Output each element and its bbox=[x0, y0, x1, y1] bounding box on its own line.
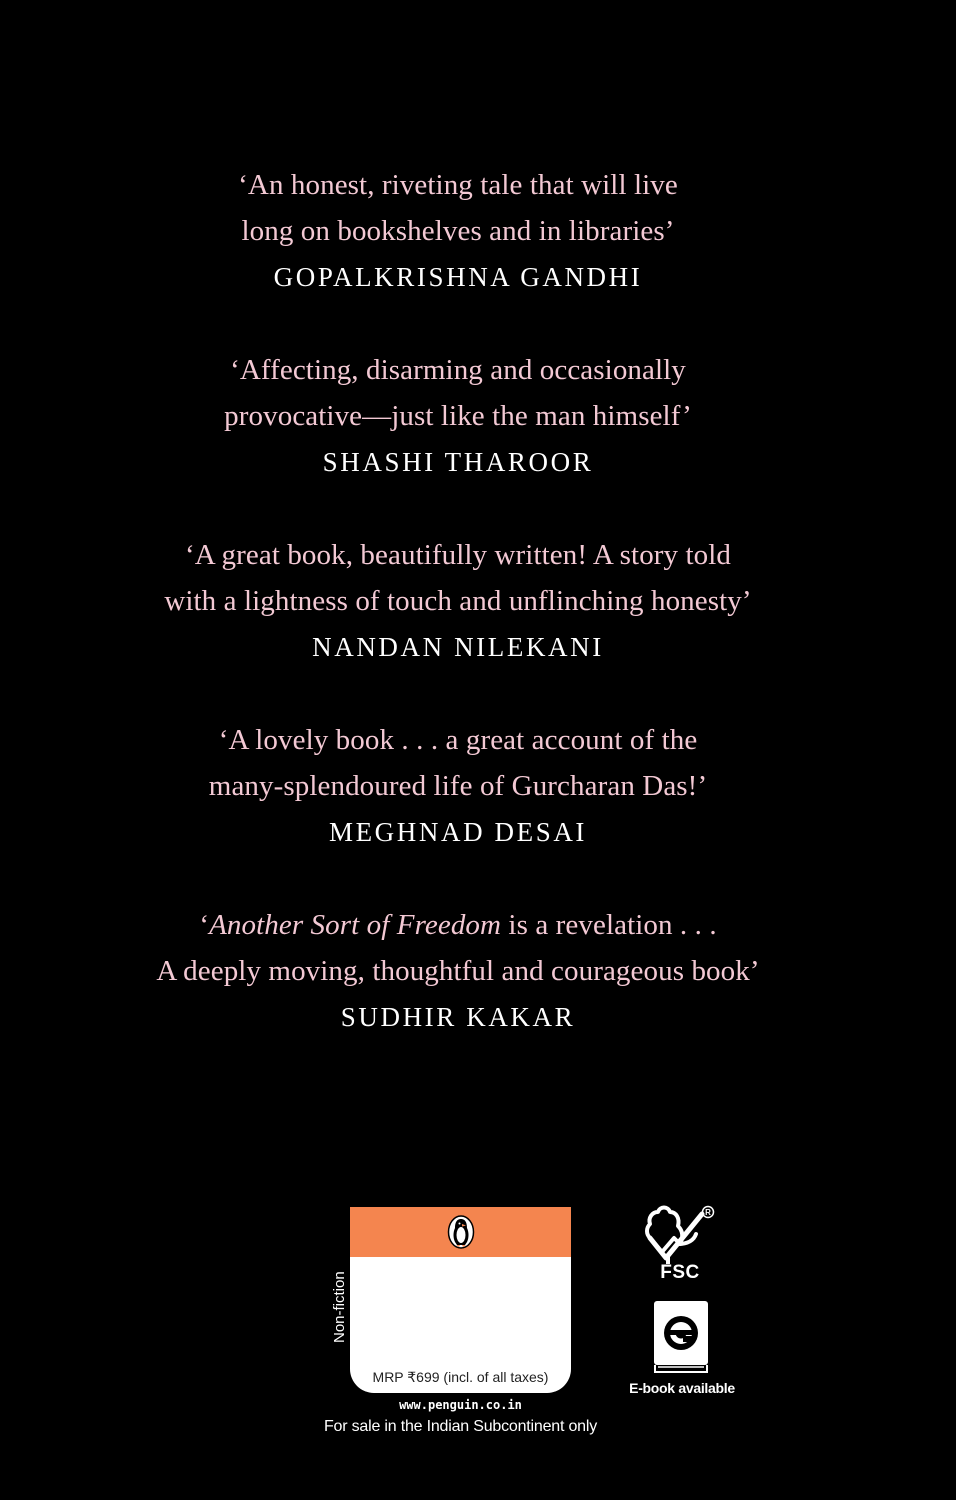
quote-block bbox=[0, 347, 916, 485]
praise-quotes bbox=[0, 162, 916, 1087]
quote-line: with a lightness of touch and unflinching honesty’ bbox=[164, 585, 752, 617]
quote-line: provocative—just like the man himself’ bbox=[224, 400, 692, 432]
quote-block bbox=[0, 717, 916, 855]
quote-author: SHASHI THAROOR bbox=[322, 447, 594, 477]
quote-author: SUDHIR KAKAR bbox=[340, 1002, 576, 1032]
quote-line: ‘An honest, riveting tale that will live bbox=[238, 169, 678, 201]
ebook-label: E-book available bbox=[629, 1380, 735, 1396]
quote-line: A deeply moving, thoughtful and courageous book’ bbox=[156, 955, 760, 987]
price-box bbox=[350, 1207, 571, 1393]
quote-line: ‘A great book, beautifully written! A story told bbox=[184, 539, 732, 571]
quote-line: many-splendoured life of Gurcharan Das!’ bbox=[208, 770, 708, 802]
quote-line: long on bookshelves and in libraries’ bbox=[241, 215, 675, 247]
fsc-label: FSC bbox=[660, 1262, 700, 1283]
quote-author: GOPALKRISHNA GANDHI bbox=[273, 262, 643, 292]
svg-text:R: R bbox=[705, 1208, 711, 1217]
quote-line-rest: is a revelation . . . bbox=[501, 909, 717, 941]
quote-author: MEGHNAD DESAI bbox=[328, 817, 588, 847]
quote-block bbox=[0, 162, 916, 300]
publisher-website: www.penguin.co.in bbox=[399, 1398, 522, 1412]
ebook-e-icon bbox=[652, 1299, 710, 1375]
penguin-logo-icon bbox=[447, 1215, 475, 1249]
quote-line bbox=[0, 902, 916, 948]
book-title: Another Sort of Freedom bbox=[209, 909, 502, 941]
category-label: Non-fiction bbox=[331, 1271, 348, 1343]
quote-line: ‘A lovely book . . . a great account of the bbox=[218, 724, 698, 756]
fsc-tree-check-icon bbox=[644, 1204, 716, 1266]
quote-block bbox=[0, 532, 916, 670]
quote-author: NANDAN NILEKANI bbox=[312, 632, 604, 662]
sale-territory: For sale in the Indian Subcontinent only bbox=[323, 1418, 598, 1435]
open-quote-mark: ‘ bbox=[199, 909, 210, 941]
mrp-price: MRP ₹699 (incl. of all taxes) bbox=[372, 1369, 549, 1385]
quote-block bbox=[0, 902, 916, 1040]
quote-line: ‘Affecting, disarming and occasionally bbox=[230, 354, 686, 386]
